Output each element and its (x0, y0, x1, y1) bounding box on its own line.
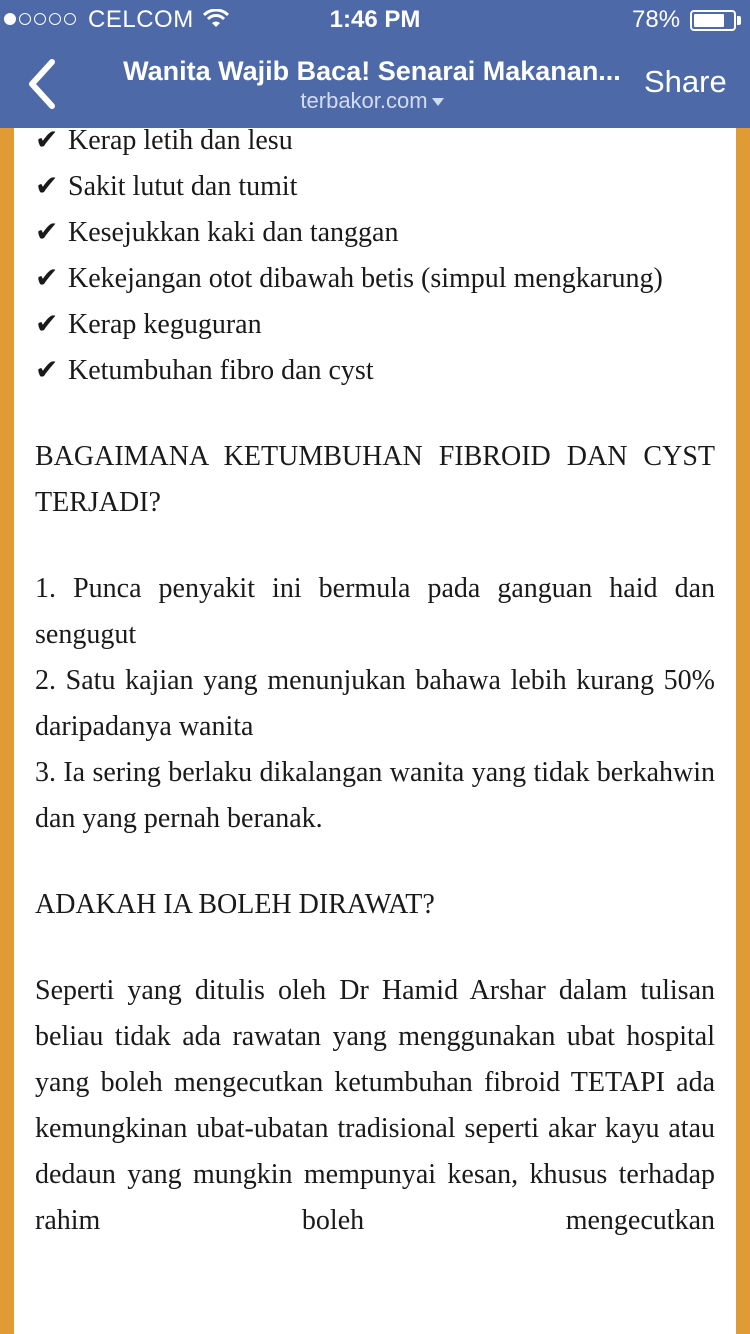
checklist-item: ✔ Kekejangan otot dibawah betis (simpul mengkarung) (35, 256, 715, 302)
article-body (35, 128, 715, 1244)
checkmark-icon: ✔ (35, 309, 59, 340)
share-button[interactable]: Share (644, 64, 727, 99)
checkmark-icon: ✔ (35, 263, 59, 294)
battery-percent: 78% (632, 6, 681, 33)
checklist-item: ✔ Kesejukkan kaki dan tanggan (35, 210, 715, 256)
battery-tip (737, 16, 741, 25)
checkmark-icon: ✔ (35, 128, 59, 156)
list-item: 1. Punca penyakit ini bermula pada ganguan haid dan sengugut (35, 573, 715, 650)
checkmark-icon: ✔ (35, 217, 59, 248)
page-title: Wanita Wajib Baca! Senarai Makanan... (123, 56, 621, 86)
body-paragraph: Seperti yang ditulis oleh Dr Hamid Arshar dalam tulisan beliau tidak ada rawatan yang menggunakan ubat hospital yang boleh mengecutkan ketumbuhan fibroid TETAPI ada kemungkinan ubat-ubatan tradisional seperti akar kayu atau dedaun yang mungkin mempunyai kesan, khusus terhadap rahim boleh mengecutkan (35, 975, 715, 1236)
checkmark-icon: ✔ (35, 171, 59, 202)
list-item: 3. Ia sering berlaku dikalangan wanita yang tidak berkahwin dan yang pernah beranak. (35, 757, 715, 834)
checklist-item: ✔ Sakit lutut dan tumit (35, 164, 715, 210)
checkmark-icon: ✔ (35, 355, 59, 386)
carrier-name: CELCOM (88, 6, 194, 33)
status-time: 1:46 PM (329, 6, 421, 33)
section-heading-treatment: ADAKAH IA BOLEH DIRAWAT? (35, 889, 435, 920)
navigation-bar (0, 40, 750, 128)
top-bar (0, 0, 750, 128)
list-item: 2. Satu kajian yang menunjukan bahawa lebih kurang 50% daripadanya wanita (35, 665, 715, 742)
site-domain-dropdown[interactable] (112, 88, 632, 114)
article-panel (14, 128, 736, 1334)
checklist-item: ✔ Kerap keguguran (35, 302, 715, 348)
section-heading-fibroid: BAGAIMANA KETUMBUHAN FIBROID DAN CYST TERJADI? (35, 441, 715, 518)
site-domain: terbakor.com (300, 88, 428, 113)
chevron-down-icon (432, 98, 444, 106)
status-bar (0, 0, 750, 40)
battery-icon (690, 10, 736, 31)
back-arrow-icon[interactable] (20, 54, 68, 114)
checklist-item: ✔ Ketumbuhan fibro dan cyst (35, 348, 715, 394)
checklist-item: ✔ Kerap letih dan lesu (35, 128, 715, 164)
